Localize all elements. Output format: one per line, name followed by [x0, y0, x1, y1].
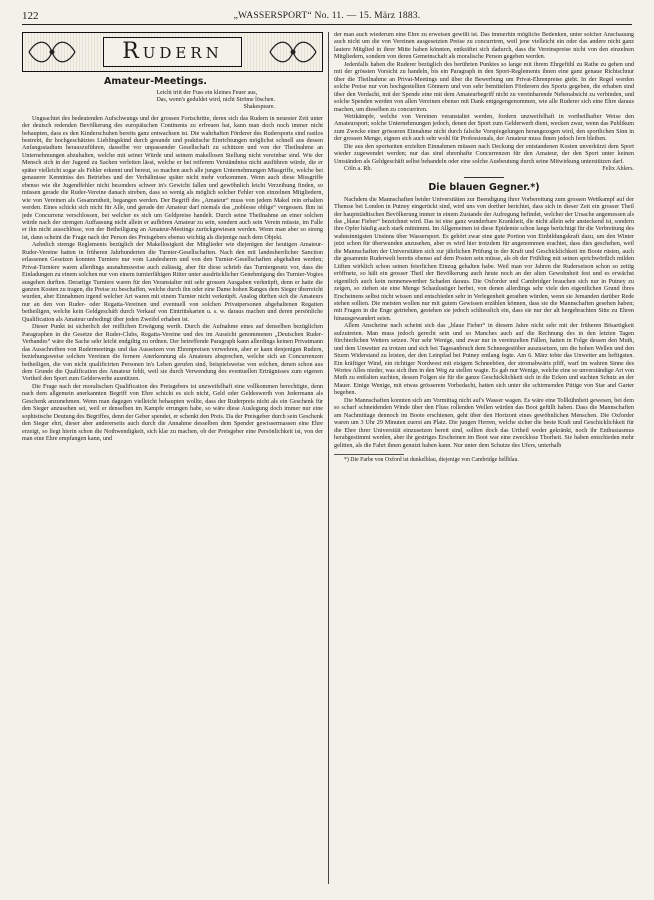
article-title: Die blauen Gegner.*)	[428, 181, 540, 193]
running-title: „WASSERSPORT“ No. 11. — 15. März 1883.	[233, 10, 421, 21]
paragraph: der man auch wiederum eine Ehre zu erweisen gewillt ist. Das immerhin mögliche Bedenken, unter solcher Anschauung auch nicht um die von Vereinen ausgesetzten Preise zu concurriren, weil jene vielleicht ein oder das andere nicht ganz lautere Mitglied in ihrer Mitte haben könnten, entkräftet sich dadurch, dass die Vereinspreise nicht von den einzelnen Mitgliedern, sondern von deren Gemeinschaft als moralische Person gegeben werden.	[334, 32, 634, 61]
footnote: *) Die Farbe von Oxford ist dunkelblau, diejenige von Cambridge hellblau.	[344, 457, 519, 464]
running-header	[22, 8, 632, 24]
paragraph: Aehnlich strenge Reglements bezüglich der Makellosigkeit der Mitglieder wie diejenigen der heutigen Amateur-Ruder-Vereine hatten in früheren Jahrhunderten die Turnier-Gesellschaften. Nach den mit landesherrlicher Sanction erlassenen Gesetzen konnten Turniere nur vom Landesherrn und von den Turnier-Gesellschaften abgehalten werden; Privat-Turniere waren allerdings ausnahmsweise auch zulässig, aber für diese schrieb das Turniergesetz vor, dass die Einladungen zu einem solchen nur von einem turnierfähigen Ritter unter ausdrücklicher Genehmigung des Turnier-Vogtes ausgehen durften. Derartige Turniere waren für den Veranstalter mit sehr grossen Ausgaben verknüpft, denn er hatte die ganzen Kosten zu tragen, die Preise zu beschaffen, welche durch ihn oder eine Dame hohen Ranges dem Sieger überreicht wurden, aber Einnahmen irgend welcher Art waren mit einem Turnier nicht verknüpft. Analog dürften sich die Amateurs nur an den von Ruder- oder Regatta-Vereinen und eventuell von solchen Privatpersonen abgehaltenen Regatten betheiligen, welche kein Geldgeschäft durch Verkauf von Eintrittskarten u. s. w. daraus machen und deren persönliche Qualification als Amateur unbedingt über jeden Zweifel erhaben ist.	[22, 242, 323, 323]
header-rule	[22, 24, 632, 25]
signature-name: Felix Ahlers.	[602, 166, 634, 173]
paragraph: Dieser Punkt ist sicherlich der reiflichen Erwägung werth. Durch die Aufnahme eines auf denselben bezüglichen Paragraphen in die Gesetze der Ruder-Clubs, Regatta-Vereine und des im Aussicht genommenen „Deutschen Ruder-Verbandes“ wäre die Sache sehr leicht endgiltig zu ordnen. Der betreffende Paragraph kann allerdings keinen Privatmann das Ausschreiben von Rudermeetings und das Aussetzen von Ehrenpreisen verwehren, aber er kann denjenigen Rudern, beziehungsweise solchen Vereinen die fernere Anerkennung als Amateurs absprechen, welche sich an Concurrenzen betheiligen, die von nicht qualificirten Personen in's Leben gerufen sind, beispielsweise von solchen, denen schon aus dem Grunde die Qualification des Amateur fehlt, weil sie durch Verwendung des eventuellen Erträgnisses zum eigenen Vortheil den Sport zum Gelderwerbe ausnützen.	[22, 324, 323, 383]
paragraph: Wettkämpfe, welche von Vereinen veranstaltet werden, fordern unzweifelhaft in vortheilhafter Weise den Amateursport; solche Unternehmungen jedoch, denen der Sport zum Gelderwerb dient, wecken zwar, wenn das Publikum zum Zwecke einer grösseren Einnahme nicht durch falsche Vorspiegelungen herangezogen wird, den sportlichen Sinn in der grossen Menge, eignen sich auch sehr wohl für Professionals, der Amateur muss ihnen jedoch fern bleiben.	[334, 113, 634, 143]
signature	[344, 166, 634, 173]
motto-line: Das, wenn's geduldet wird, nicht Ströme löschen.	[156, 97, 275, 104]
paragraph: Allem Anscheine nach scheint sich das „blaue Fieber“ in diesem Jahre nicht sehr mit der früheren Bösartigkeit aufzutreten. Man muss jedoch gerecht sein und so Manches auch auf die Rechnung des in den letzten Tagen fürchterlichen Wetters setzen. Nur sehr Wenige, und zwar nur in vereinzelten Fällen, hatten in Folge dessen den Muth, und dem Unwetter zu trotzen und sich bei Tagesanbruch dem Schneegestöber auszusetzen, um die hohen Wellen und den Sturm Widerstand zu leisten, der den Leinpfad bei Putney entlang fegte. Am 6. März tobte das Unwetter am heftigsten. Ein kräftiger Wind, ein richtiger Nordwest mit eisigem Schneeböen, der stromabwärts pfiff, warf im wahren Sinne des Wortes Alles nieder, was sich ihm in den Weg zu stellen wagte. Es gab nur Wenige, welche eine so unverständige Art von Muth zu entfalten suchten, dessen Folgen sie für die ganze Geschicklichkeit sich in die Ecken und suchten Schutz an der Mauer. Einige Wenige, mit etwas grösserem Vorbedacht, hatten sich unter die schirmenden Pittige von Star and Garter begeben.	[334, 323, 634, 397]
ornament-left-icon	[27, 37, 77, 67]
section-banner	[22, 32, 323, 72]
article-title: Amateur-Meetings.	[104, 76, 208, 87]
paragraph: Die Mannschaften konnten sich am Vormittag nicht auf's Wasser wagen. Es wäre eine Tollkühnheit gewesen, bei dem so scharf schneidenden Winde über den Fluss rollenden Wellen würden das Boot gefüllt haben. Dass die Mannschaften am Nachmittage dennoch im Boote erschienen, geht über den Horizont eines gewöhnlichen Menschen. Die Oxforder waren um 3 Uhr 29 Minuten zuerst am Platz. Die jungen Herren, welche sicher die beste Kraft und Geschicklichkeit für die Ehre ihrer Universität einzusetzen bereit sind, sollten doch das Urtheil weder gekränkt, noch ihr Enthusiasmus herabgestimmt werden, aber ihr gestriges Erscheinen im Boot war eine zwecklose Thorheit. Sie haben entschieden mehr gelitten, als die Fahrt ihnen genutzt haben kann. Nur unter dem Schutze des Ufers, unterhalb	[334, 397, 634, 449]
paragraph: Die Frage nach der moralischen Qualification des Preisgebers ist unzweifelhaft eine vollkommen berechtigte, denn nach dem allgemein anerkannten Begriff von Ehre schickt es sich nicht, Geld oder Geldeswerth von Jedermann als Geschenk anzunehmen. Wenn man dagegen vielleicht behaupten wollte, dass der Ruderpreis nicht als ein Geschenk für den Sieger anzusehen sei, weil er denselben im Kampfe errungen habe, so wäre diese Auslegung doch immer nur eine sophistische Deutung des Begriffes, denn der Geber spendet, er schenkt den Preis. Da der Preisgeber durch sein Geschenk den Sieger ehrt, dieser aber andererseits auch durch die Annahme desselben dem Spender gewissermassen eine Ehre erzeigt, so liegt hierin schon die Nothwendigkeit, sich klar zu machen, ob der Preisgeber eine Persönlichkeit ist, von der man eine Ehre empfangen kann, und	[22, 383, 323, 443]
left-column	[22, 32, 323, 888]
ornament-right-icon	[268, 37, 318, 67]
paragraph: Die aus den sportseiten erzielten Einnahmen müssen nach Deckung der entstandenen Kosten unverkürzt dem Sport wieder zugewendet werden; nur das sind ehrenhafte Concurrenzen für den Amateur, der den Sport unter keinen Umständen als Geldgeschäft selbst behandeln oder eine solche Ausbeutung durch seine Mitwirkung unterstützen darf.	[334, 143, 634, 165]
footnote-rule	[334, 454, 404, 455]
right-column	[334, 32, 634, 888]
motto	[22, 90, 275, 112]
signature-place: Cöln a. Rh.	[344, 166, 372, 173]
paragraph: Jedenfalls haben die Ruderer bezüglich des berührten Punktes so lange mit ihrem Ehrgefühl zu Rathe zu gehen und mit der grössten Vorsicht zu handeln, bis ein Paragraph in den Sport-Reglements ihnen eine ganz genaue Richtschnur über die Theilnahme an Privat-Meetings und über die Bewerbung um Privat-Ehrenpreise giebt. In der Regel werden solche Preise nur von hochgestellten Gönnern und von sehr bemittelten Förderern des Sports gegeben, die erhaben sind über den Verdacht, mit der Spende eine mit dem Amateurbegriff nicht zu vereinbarende Nebenabsicht zu verbinden, und solche Spenden werden von allen Vereinen ebenso mit Dank entgegengenommen, wie alle Ruderer sich eine Ehre daraus machen, um dieselben zu concurriren.	[334, 61, 634, 113]
motto-author: Shakespeare.	[243, 104, 275, 111]
paragraph: Ungeachtet des bedeutenden Aufschwungs und der grossen Fortschritte, deren sich das Rudern in neuester Zeit unter der deutsch redenden Bevölkerung des europäischen Continents zu erfreuen hat, kann man doch noch immer nicht behaupten, dass es den Kinderschuhen bereits ganz entwachsen ist. Die wahrhaften Förderer des Rudersports sind rastlos bestrebt, ihr hochgeschätztes Lieblingskind durch gesunde und praktische Einrichtungen möglichst schnell aus dessen Anfangsstadium herauszuführen, dasselbe vor unpassender Gesellschaft zu schützen und von der Theilnahme an Unternehmungen abzuhalten, welche mit seiner Würde und seinem makellosen Stellung nicht vereinbar sind. Wie der Mensch sich in der Jugend zu Sachen verleiten lässt, welche er bei reiferem Verständniss nicht ausführen würde, die er später vielleicht sogar als Fehler erkennt und bereut, so machen auch alle jungen Unternehmungen Missgriffe, welche bei genauerer Kenntniss des Betriebes und der Verhältnisse später nicht mehr vorkommen. Wenn auch diese Missgriffe ebenso wie die Jugendfehler nicht besonders schwer in's Gewicht fallen und gewöhnlich leicht Verzeihung finden, so müssen gerade die Ruder-Vereine danach streben, dass so wenig als möglich solcher Fehler von einzelnen Mitgliedern, wie von Vereinen als Gesammtheit, begangen werden. Der Begriff des „Amateur“ muss von jedem Makel rein erhalten werden. Eines schickt sich nicht für Alle, und gerade der Amateur darf niemals das „noblesse oblige“ vergessen. Ihm ist jede Concurrenz verschlossen, bei welcher es sich um Geldpreise handelt. Durch seine Theilnahme an einer solchen würde nach der strengen Auffassung nicht allein er aufhören Amateur zu sein, sondern auch sein Verein müsste, im Falle er ihn nicht ausschlösse, von der Betheiligung an Amateur-Meetings zurückgewiesen werden. Wenn man aber so streng ist, dann scheint die Frage nach der Person des Preisgebers ebenso wichtig als diejenige nach dem Objekt.	[22, 115, 323, 241]
paragraph: Nachdem die Mannschaften beider Universitäten zur Beendigung ihrer Vorbereitung zum grossen Wettkampf auf der Themse bei London in Putney eingerückt sind, wird uns von dorther berichtet, dass sich in dieser Zeit ein grosser Theil der hauptstädtischen Bevölkerung immer in einem Zustande der Aufregung befindet, welcher der Ursache angemessen als das „blaue Fieber“ bezeichnet wird. Das ist eine ganz wunderbare Krankheit, die nicht allein sehr ansteckend ist, sondern ihre Opfer häufig auch stark mitnimmt. Im Allgemeinen ist diese Epidemie schon lange berüchtigt für die Verbreitung des wahnsinnigsten Unsinns über Wassersport. Es gehört zwar eine gute Portion von Einbildungskraft dazu, um den Winter jetzt schon für überwunden anzusehen, aber es wird hier trotzdem für angenommen erachtet, dass dies geschehen, weil die Mannschaften der Universitäten sich zur jährlichen Prüfung in der Kraft und Geschicklichkeit im Boote rüsten, auch die gesammte Ruderwelt bereits ebenso auf dem Posten sein müsse, als ob der Frühling mit seinen sprichwörtlich milden Lüften wirklich schon seinen feierlichen Einzug gehalten habe. Weil man vor Jahren die Ruderseison schon so zeitig eröffnete, so hält ein grosser Theil der Bevölkerung auch heute noch an der alten Gewohnheit fest und es erwächst eigentlich auch kein nennenswerther Schaden daraus. Die Oxforder und Cambridger brauchen sich nur in Putney zu zeigen, so ziehen sie eine Menge Schaulustiger herbei, von denen allerdings sehr viele den eigentlichen Grund ihres Erscheinens selbst nicht wissen und entschieden sehr in Verlegenheit gerathen würden, wenn sie Jemanden darüber Rede stehen sollten. Die meisten wollen nur mit gutem Gewissen erzählen können, dass sie die Mannschaften gesehen haben; mit Fragen in die Enge getrieben, gestehen sie jedoch schliesslich ein, dass sie nur der alt hergebrachten Sitte zu Ehren hinausgewandert seien.	[334, 196, 634, 322]
page-number: 122	[22, 10, 39, 22]
section-banner-word: Rudern	[103, 37, 242, 67]
article-divider	[464, 177, 504, 178]
motto-line: Leicht tritt der Fuss ein kleines Feuer aus,	[156, 90, 258, 96]
column-separator	[328, 32, 329, 884]
